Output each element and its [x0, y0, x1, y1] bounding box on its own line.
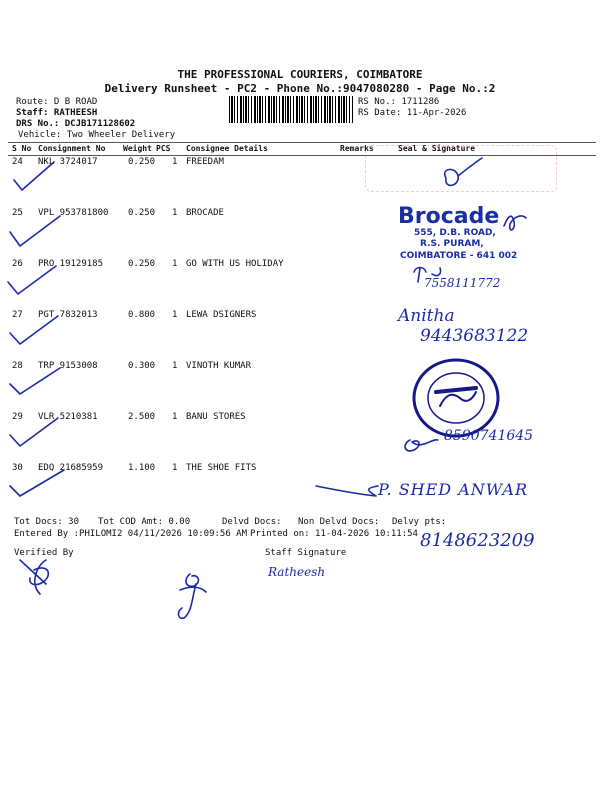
row-sno: 28: [12, 361, 23, 371]
drs-number: DRS No.: DCJB171128602: [16, 119, 136, 129]
col-sno: S No: [12, 144, 32, 153]
handwritten-phone-27: 9443683122: [420, 326, 529, 346]
runsheet-subtitle: Delivery Runsheet - PC2 - Phone No.:9047080280 - Page No.:2: [104, 82, 496, 95]
row-weight: 0.250: [128, 157, 156, 167]
row-consignment: EDQ 21685959: [38, 463, 104, 473]
row-consignment: PRO 19129185: [38, 259, 104, 269]
row-sno: 24: [12, 157, 23, 167]
total-docs: Tot Docs: 30: [14, 517, 80, 527]
row-consignee: BROCADE: [186, 208, 224, 218]
row-consignee: FREEDAM: [186, 157, 224, 167]
rs-number: RS No.: 1711286: [358, 97, 440, 107]
row-consignee: GO WITH US HOLIDAY: [186, 259, 284, 269]
col-weight: Weight: [123, 144, 152, 153]
non-delivered-docs: Non Delvd Docs:: [298, 517, 380, 527]
handwritten-name-27: Anitha: [398, 306, 455, 326]
row-pcs: 1: [172, 259, 178, 269]
row-weight: 1.100: [128, 463, 156, 473]
col-seal: Seal & Signature: [398, 144, 476, 153]
row-pcs: 1: [172, 157, 178, 167]
rs-date: RS Date: 11-Apr-2026: [358, 108, 467, 118]
staff-signature-handwritten: Ratheesh: [268, 565, 326, 579]
row-consignee: THE SHOE FITS: [186, 463, 257, 473]
row-pcs: 1: [172, 361, 178, 371]
row-pcs: 1: [172, 463, 178, 473]
delivery-points: Delvy pts:: [392, 517, 447, 527]
brocade-stamp-line3: COIMBATORE - 641 002: [400, 251, 518, 261]
row-consignment: TRP 9153008: [38, 361, 98, 371]
handwritten-name-30: P. SHED ANWAR: [378, 480, 529, 499]
company-title: THE PROFESSIONAL COURIERS, COIMBATORE: [177, 68, 423, 81]
row-sno: 26: [12, 259, 23, 269]
row-weight: 0.300: [128, 361, 156, 371]
row-consignment: NKL 3724017: [38, 157, 98, 167]
row-consignee: LEWA DSIGNERS: [186, 310, 257, 320]
col-pcs: PCS: [156, 144, 171, 153]
verified-by-label: Verified By: [14, 548, 74, 558]
col-consignee: Consignee Details: [186, 144, 268, 153]
handwritten-phone-29: 8590741645: [444, 428, 534, 444]
row-consignment: VPL 953781800: [38, 208, 109, 218]
staff-signature-label: Staff Signature: [265, 548, 347, 558]
printed-on: Printed on: 11-04-2026 10:11:54: [250, 529, 418, 539]
row-consignee: BANU STORES: [186, 412, 246, 422]
row-consignee: VINOTH KUMAR: [186, 361, 252, 371]
row-consignment: VLR 5210381: [38, 412, 98, 422]
row-pcs: 1: [172, 310, 178, 320]
vehicle-label: Vehicle: Two Wheeler Delivery: [18, 130, 176, 140]
brocade-stamp-line1: 555, D.B. ROAD,: [414, 228, 496, 238]
row-sno: 25: [12, 208, 23, 218]
row-weight: 0.250: [128, 259, 156, 269]
route-label: Route: D B ROAD: [16, 97, 98, 107]
row-sno: 27: [12, 310, 23, 320]
delivered-docs: Delvd Docs:: [222, 517, 282, 527]
total-cod: Tot COD Amt: 0.00: [98, 517, 191, 527]
row-weight: 0.800: [128, 310, 156, 320]
row-weight: 2.500: [128, 412, 156, 422]
handwritten-phone-30: 8148623209: [420, 530, 535, 551]
brocade-stamp-name: Brocade: [398, 204, 500, 229]
row-sno: 30: [12, 463, 23, 473]
brocade-stamp-line2: R.S. PURAM,: [420, 239, 484, 249]
col-remarks: Remarks: [340, 144, 374, 153]
col-consignment: Consignment No: [38, 144, 106, 153]
handwritten-phone-26: 7558111772: [424, 276, 501, 290]
row-sno: 29: [12, 412, 23, 422]
staff-label: Staff: RATHEESH: [16, 108, 98, 118]
entered-by: Entered By :PHILOMI2 04/11/2026 10:09:56 AM: [14, 529, 247, 539]
row-consignment: PGT 7832013: [38, 310, 98, 320]
row-weight: 0.250: [128, 208, 156, 218]
row-pcs: 1: [172, 412, 178, 422]
row-pcs: 1: [172, 208, 178, 218]
